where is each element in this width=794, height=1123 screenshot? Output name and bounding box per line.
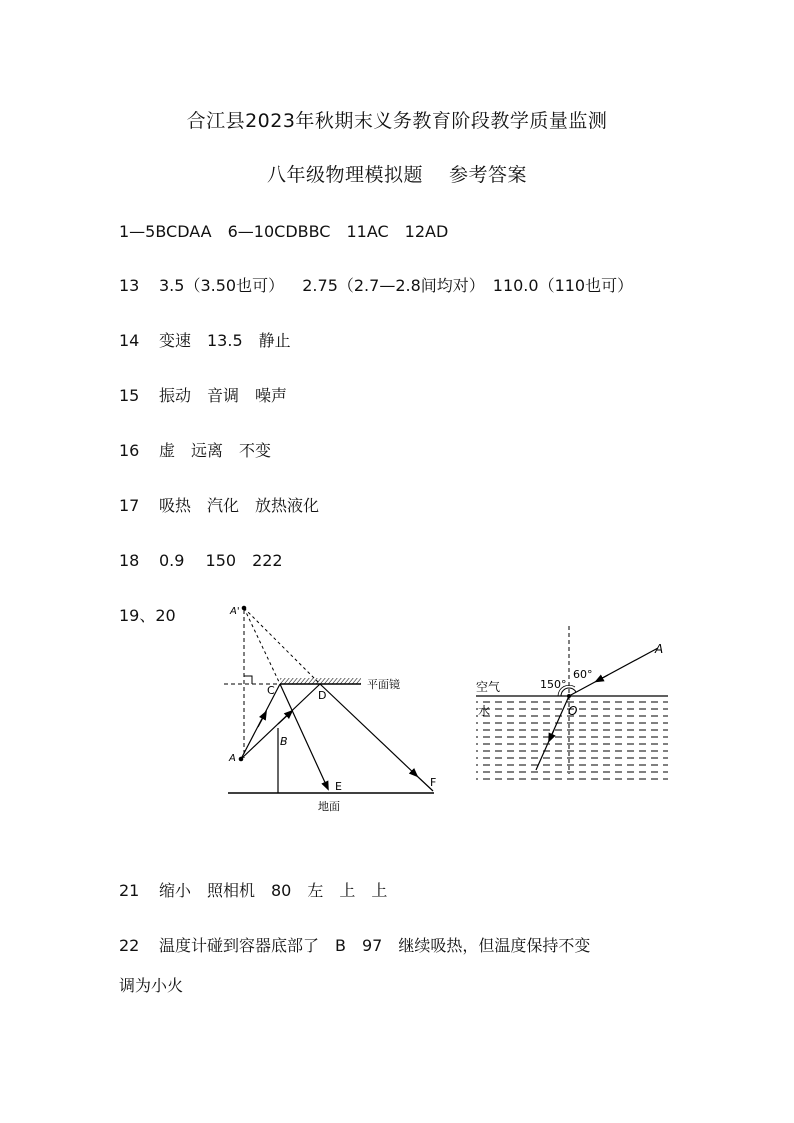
label-f: F bbox=[430, 776, 437, 789]
answer-16 bbox=[119, 438, 271, 461]
question-number: 17 bbox=[119, 496, 140, 515]
answer-22-continued: 调为小火 bbox=[119, 976, 184, 995]
question-number: 19、20 bbox=[119, 606, 176, 625]
page-subtitle: 八年级物理模拟题 参考答案 bbox=[266, 164, 528, 186]
label-water: 水 bbox=[478, 704, 491, 718]
label-c: C bbox=[267, 684, 275, 697]
incident-arrow-d bbox=[278, 711, 292, 724]
question-number: 21 bbox=[119, 881, 140, 900]
answer-text: 0.9 150 222 bbox=[159, 551, 283, 570]
mirror-hatch bbox=[280, 678, 361, 684]
virtual-ray-d bbox=[244, 608, 320, 684]
point-o bbox=[567, 694, 571, 698]
mirror-reflection-diagram bbox=[220, 598, 450, 818]
answer-text: 温度计碰到容器底部了 B 97 继续吸热，但温度保持不变 bbox=[159, 936, 591, 955]
incident-arrow bbox=[596, 675, 608, 682]
angle-arc-60 bbox=[569, 688, 576, 692]
page-title: 合江县2023年秋期末义务教育阶段教学质量监测 bbox=[186, 110, 608, 132]
label-a-prime: A' bbox=[230, 606, 240, 617]
label-angle-60: 60° bbox=[573, 668, 593, 681]
label-d: D bbox=[318, 689, 327, 702]
answer-line-1-12: 1—5BCDAA 6—10CDBBC 11AC 12AD bbox=[119, 222, 449, 241]
answer-text: 吸热 汽化 放热液化 bbox=[159, 496, 320, 515]
answer-19-20 bbox=[119, 603, 176, 626]
answer-text: 振动 音调 噪声 bbox=[159, 386, 288, 405]
label-ground: 地面 bbox=[318, 800, 340, 813]
answer-13 bbox=[119, 273, 633, 296]
label-mirror: 平面镜 bbox=[367, 678, 400, 691]
incident-arrow-c bbox=[258, 712, 266, 727]
label-e: E bbox=[335, 780, 342, 793]
label-a: A bbox=[655, 642, 664, 656]
label-air: 空气 bbox=[476, 680, 501, 694]
question-number: 13 bbox=[119, 276, 140, 295]
virtual-ray-c bbox=[244, 608, 280, 684]
point-a-prime bbox=[242, 606, 247, 611]
question-number: 22 bbox=[119, 936, 140, 955]
answer-text: 3.5（3.50也可） 2.75（2.7—2.8间均对） 110.0（110也可） bbox=[159, 276, 634, 295]
answer-17 bbox=[119, 493, 319, 516]
answer-text: 缩小 照相机 80 左 上 上 bbox=[159, 881, 388, 900]
question-number: 15 bbox=[119, 386, 140, 405]
label-b: B bbox=[280, 735, 288, 748]
answer-21 bbox=[119, 878, 387, 901]
question-number: 18 bbox=[119, 551, 140, 570]
question-number: 16 bbox=[119, 441, 140, 460]
question-number: 14 bbox=[119, 331, 140, 350]
answer-text: 变速 13.5 静止 bbox=[159, 331, 291, 350]
answer-18 bbox=[119, 548, 283, 571]
label-a: A bbox=[229, 753, 236, 764]
answer-22 bbox=[119, 933, 590, 956]
answer-text: 虚 远离 不变 bbox=[159, 441, 272, 460]
label-angle-150: 150° bbox=[540, 678, 567, 691]
answer-14 bbox=[119, 328, 291, 351]
label-o: O bbox=[568, 704, 578, 718]
right-angle-mark bbox=[244, 676, 252, 684]
reflected-ray-f-arrow bbox=[320, 684, 417, 776]
refraction-diagram bbox=[470, 622, 675, 792]
answer-15 bbox=[119, 383, 287, 406]
